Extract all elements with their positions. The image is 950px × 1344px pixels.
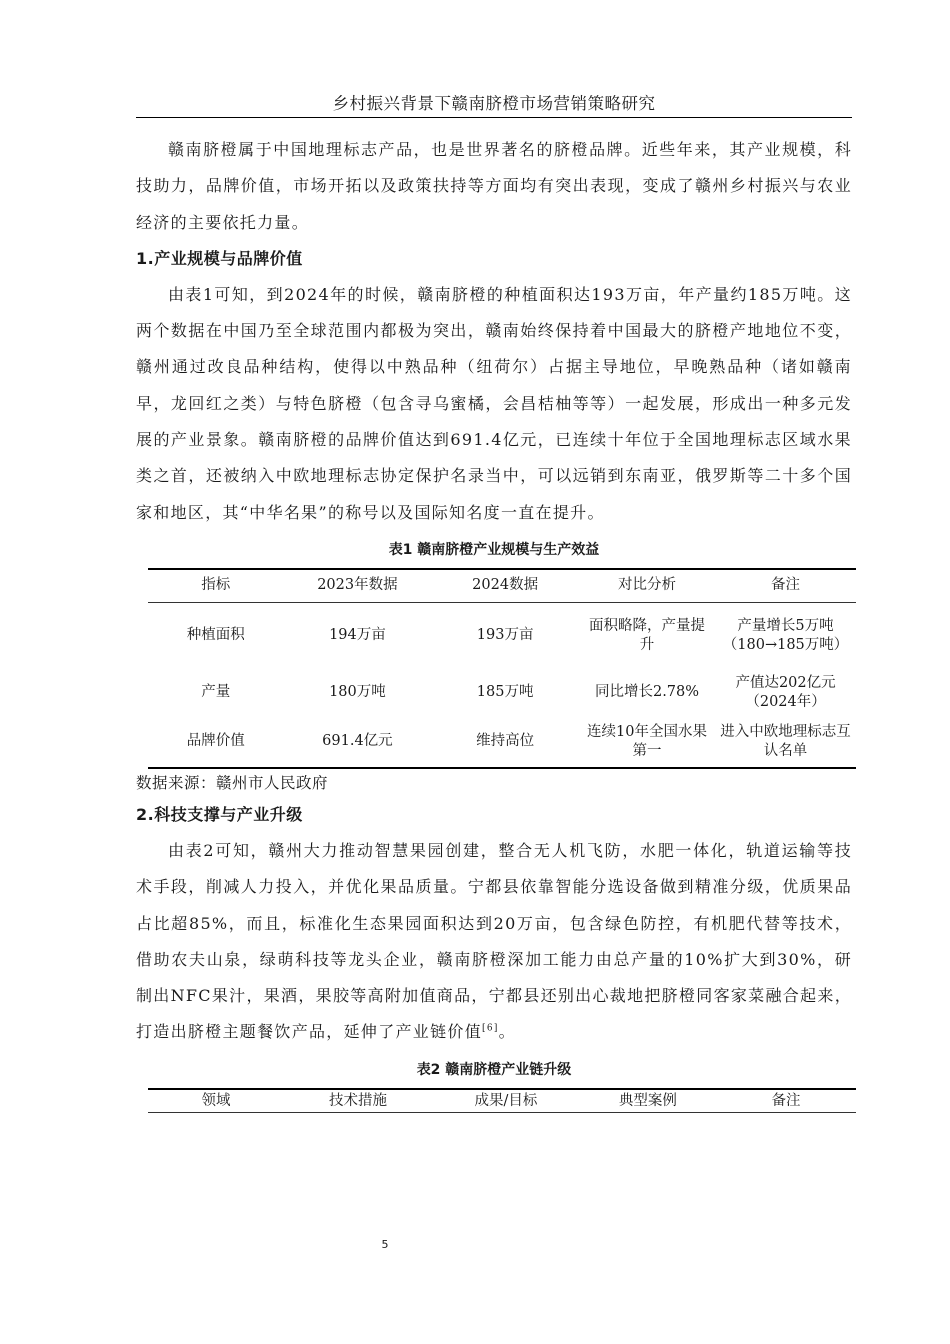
table2-header-cell: 领域 xyxy=(201,1092,231,1109)
table-cell: 维持高位 xyxy=(476,733,535,750)
table-cell: 193万亩 xyxy=(476,627,534,644)
table1-header-cell: 2023年数据 xyxy=(317,577,398,594)
table-cell: 产量 xyxy=(201,684,231,701)
table-row xyxy=(148,717,856,768)
table2-header-cell: 备注 xyxy=(771,1092,801,1109)
section-heading-2: 2.科技支撑与产业升级 xyxy=(136,804,303,824)
table-cell: 产量增长5万吨（180→185万吨） xyxy=(722,617,849,653)
intro-paragraph: 赣南脐橙属于中国地理标志产品，也是世界著名的脐橙品牌。近些年来，其产业规模，科技助力，品牌价值，市场开拓以及政策扶持等方面均有突出表现，变成了赣州乡村振兴与农业经济的主要依托力量。 xyxy=(136,140,852,232)
citation-ref[interactable]: [6] xyxy=(482,1024,499,1035)
section-heading-1: 1.产业规模与品牌价值 xyxy=(136,248,303,268)
table-cell: 面积略降，产量提升 xyxy=(589,617,705,653)
table2-caption: 表2 赣南脐橙产业链升级 xyxy=(416,1061,572,1078)
running-title: 乡村振兴背景下赣南脐橙市场营销策略研究 xyxy=(332,94,656,113)
table-row xyxy=(148,602,856,669)
section2-end: 。 xyxy=(498,1022,516,1042)
page-body xyxy=(136,132,852,1113)
table1-header-cell: 对比分析 xyxy=(618,577,676,594)
table-cell: 180万吨 xyxy=(329,684,386,701)
table1-header-cell: 2024数据 xyxy=(472,577,539,594)
table2-header-cell: 典型案例 xyxy=(618,1092,677,1109)
table1-source-note: 数据来源：赣州市人民政府 xyxy=(136,773,329,792)
table1-header-cell: 指标 xyxy=(201,577,231,594)
running-header xyxy=(136,90,852,118)
table-cell: 产值达202亿元（2024年） xyxy=(735,674,836,710)
table1-header-row xyxy=(148,569,856,603)
table1 xyxy=(148,568,856,769)
table-cell: 194万亩 xyxy=(329,627,386,644)
section1-paragraph: 由表1可知，到2024年的时候，赣南脐橙的种植面积达193万亩，年产量约185万吨。这两个数据在中国乃至全球范围内都极为突出，赣南始终保持着中国最大的脐橙产地地位不变，赣州通过改良品种结构，使得以中熟品种（纽荷尔）占据主导地位，早晚熟品种（诸如赣南早，龙回红之类）与特色脐橙（包含寻乌蜜橘，会昌桔柚等等）一起发展，形成出一种多元发展的产业景象。赣南脐橙的品牌价值达到691.4亿元，已连续十年位于全国地理标志区域水果类之首，还被纳入中欧地理标志协定保护名录当中，可以远销到东南亚，俄罗斯等二十多个国家和地区，其“中华名果”的称号以及国际知名度一直在提升。 xyxy=(136,284,852,522)
table-cell: 连续10年全国水果第一 xyxy=(587,723,707,759)
section2-text: 由表2可知，赣州大力推动智慧果园创建，整合无人机飞防，水肥一体化，轨道运输等技术手段，削减人力投入，并优化果品质量。宁都县依靠智能分选设备做到精准分级，优质果品占比超85%，而且，标准化生态果园面积达到20万亩，包含绿色防控，有机肥代替等技术，借助农夫山泉，绿萌科技等龙头企业，赣南脐橙深加工能力由总产量的10%扩大到30%，研制出NFC果汁，果酒，果胶等高附加值商品，宁都县还别出心裁地把脐橙同客家菜融合起来，打造出脐橙主题餐饮产品，延伸了产业链价值 xyxy=(136,840,852,1042)
table1-caption: 表1 赣南脐橙产业规模与生产效益 xyxy=(388,541,600,558)
section2-paragraph xyxy=(136,833,852,1051)
table-cell: 同比增长2.78% xyxy=(594,684,700,701)
table-cell: 品牌价值 xyxy=(186,733,245,750)
table2 xyxy=(148,1088,856,1113)
table-cell: 691.4亿元 xyxy=(322,733,393,750)
table-cell: 进入中欧地理标志互认名单 xyxy=(720,723,851,759)
table2-header-row xyxy=(148,1089,856,1113)
table-cell: 185万吨 xyxy=(476,684,534,701)
table1-header-cell: 备注 xyxy=(771,577,801,594)
table2-header-cell: 技术措施 xyxy=(329,1092,387,1109)
page-number: 5 xyxy=(381,1238,389,1251)
table-row xyxy=(148,669,856,717)
table2-header-cell: 成果/目标 xyxy=(474,1092,538,1109)
table-cell: 种植面积 xyxy=(186,627,245,644)
